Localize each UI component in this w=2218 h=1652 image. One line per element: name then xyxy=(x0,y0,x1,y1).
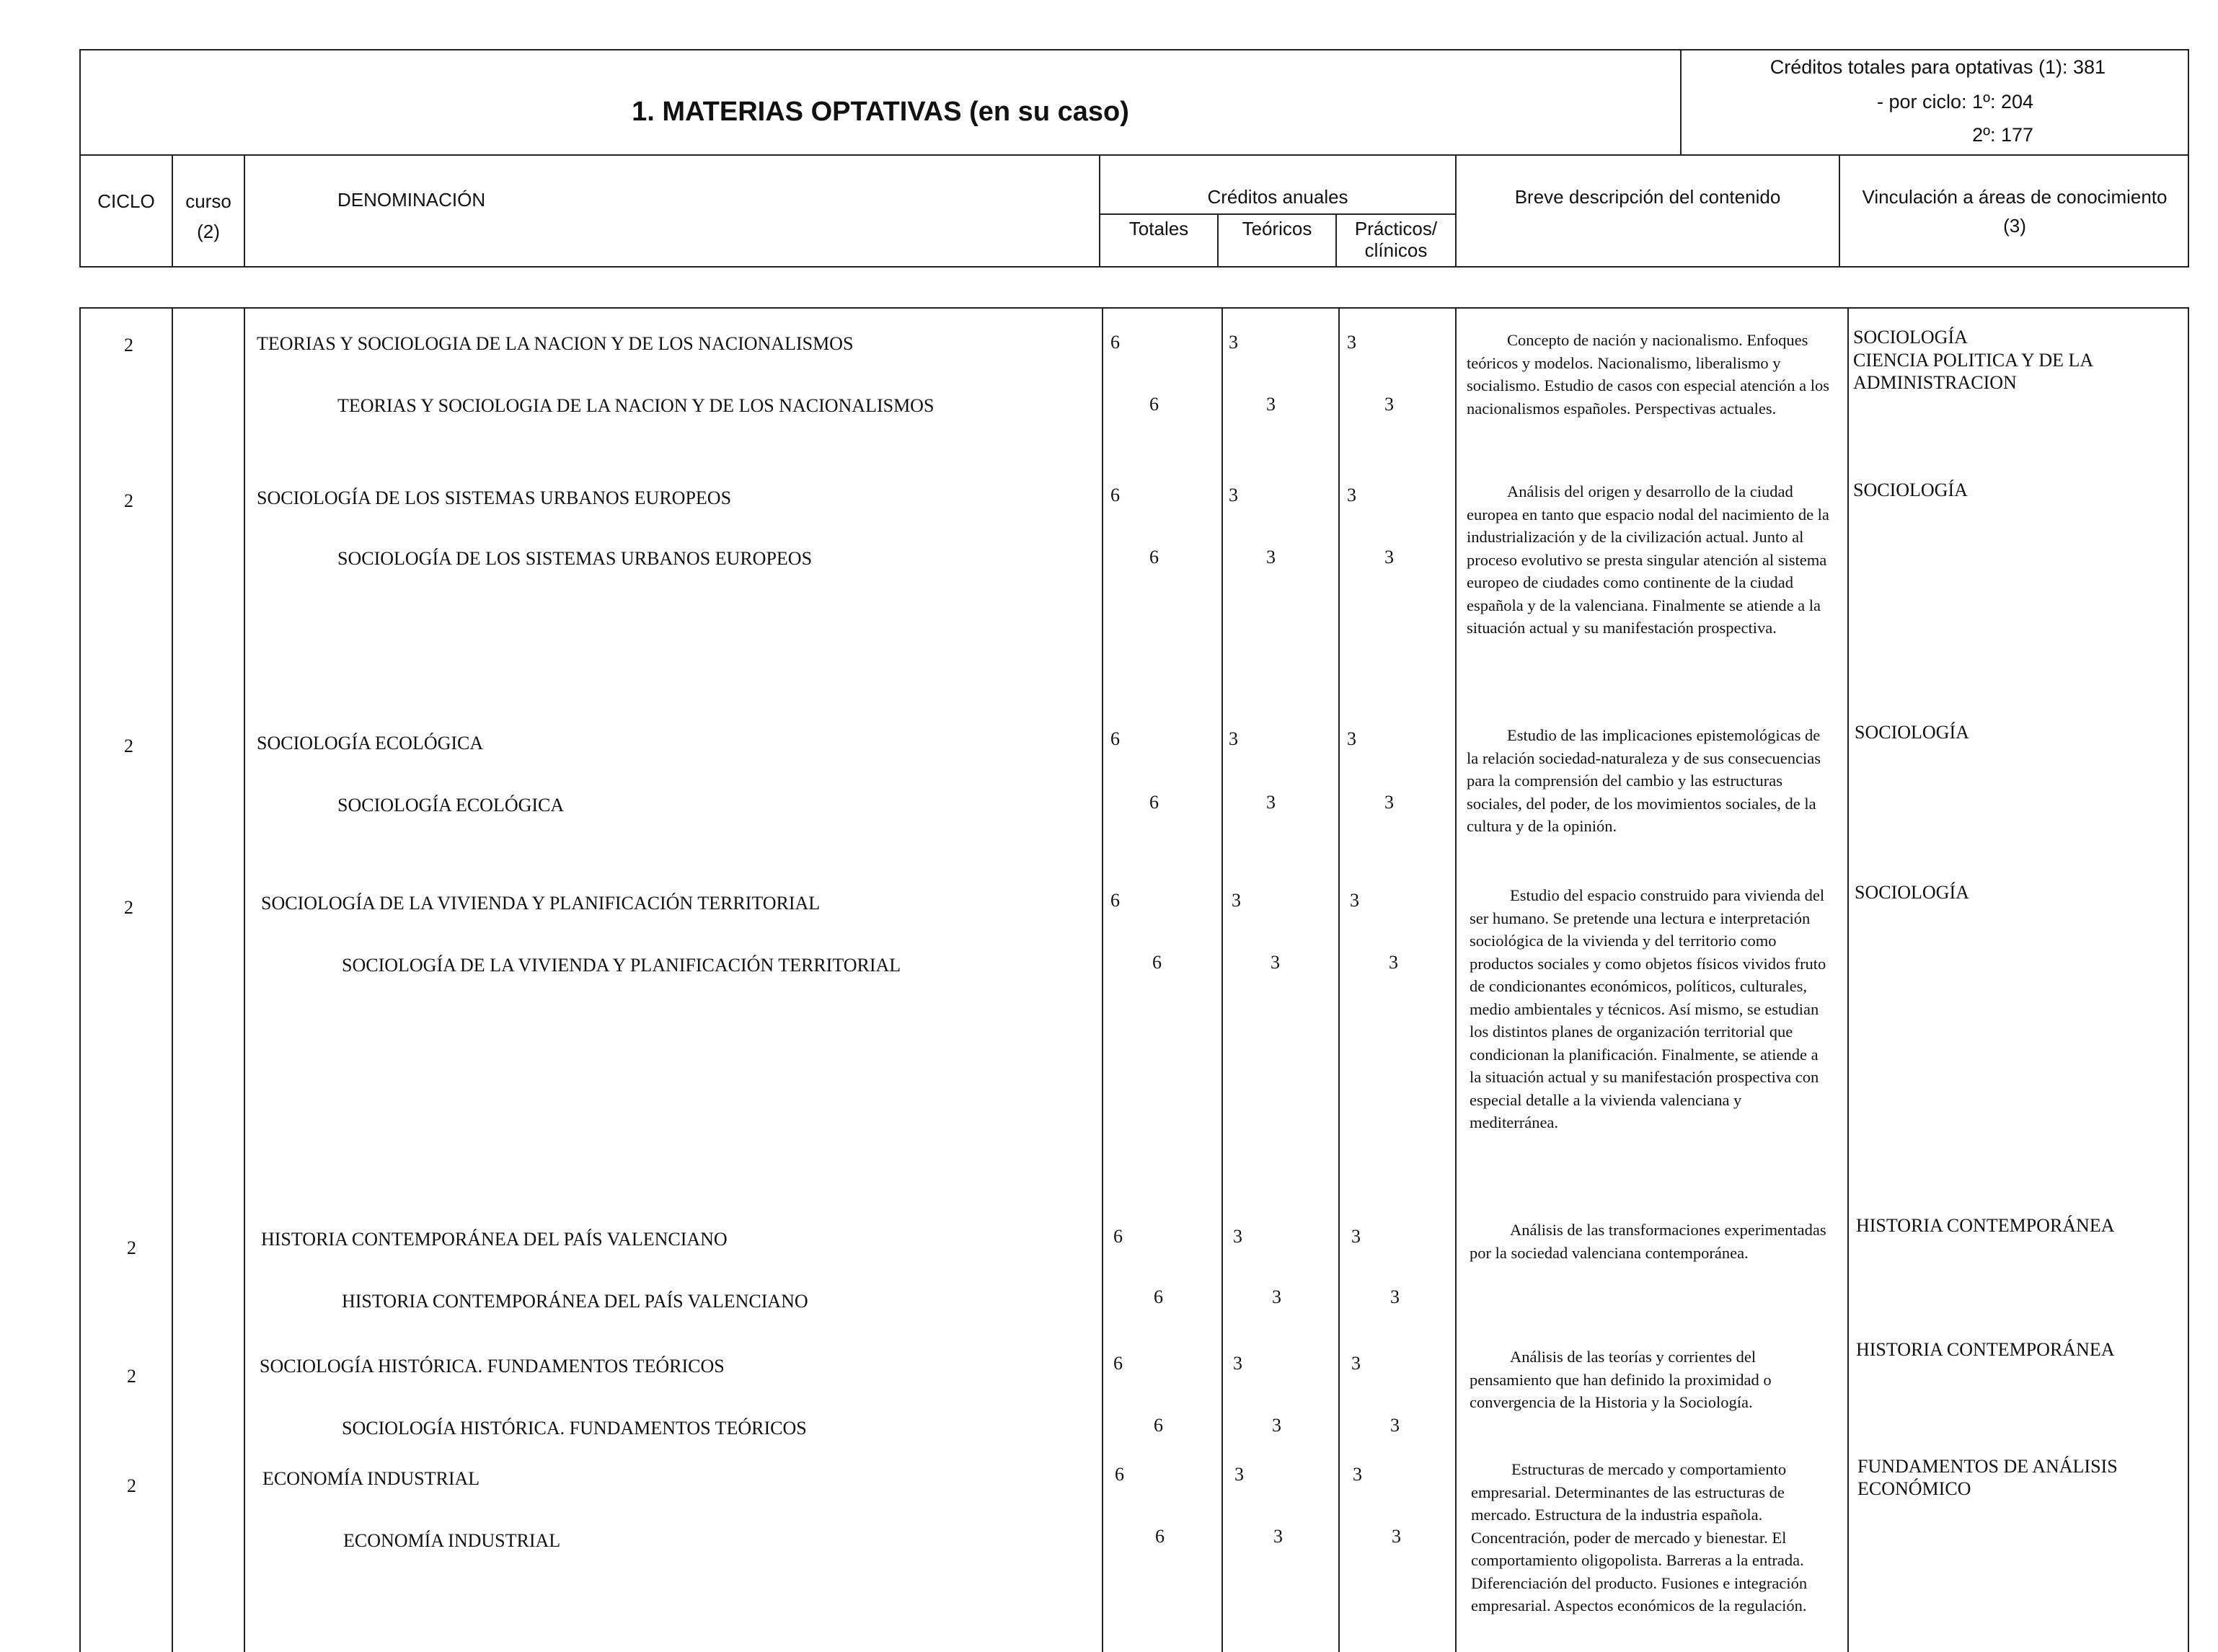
row-sub-teoricos: 3 xyxy=(1266,547,1276,567)
row-teoricos: 3 xyxy=(1229,332,1238,353)
body-col-line xyxy=(1338,307,1340,1652)
col-header-totales: Totales xyxy=(1128,218,1189,239)
row-sub-totales: 6 xyxy=(1154,1286,1163,1307)
col-header-denominacion: DENOMINACIÓN xyxy=(337,189,486,211)
row-description: Análisis del origen y desarrollo de la ciudad europea en tanto que espacio nodal del nacimiento de la industrialización y de la civilización actual. Junto al proceso evolutivo se presta singular atención al sistema europeo de ciudades como continente de la ciudad española y de la valenciana. Finalmente se atiende a la situación actual y su manifestación prospectiva. xyxy=(1467,482,1829,637)
row-sub-teoricos: 3 xyxy=(1272,1286,1281,1307)
credits-box-divider xyxy=(1680,49,1682,154)
row-area: SOCIOLOGÍA xyxy=(1853,327,1968,348)
row-area: FUNDAMENTOS DE ANÁLISIS ECONÓMICO xyxy=(1857,1456,2118,1499)
row-sub-practicos: 3 xyxy=(1390,1286,1400,1307)
row-name: ECONOMÍA INDUSTRIAL xyxy=(262,1468,480,1489)
col-line xyxy=(244,154,245,268)
row-sub-totales: 6 xyxy=(1149,547,1159,567)
col-header-creditos-anuales: Créditos anuales xyxy=(1207,186,1348,208)
row-sub-name: SOCIOLOGÍA DE LOS SISTEMAS URBANOS EUROPEOS xyxy=(337,548,813,569)
row-description: Estudio del espacio construido para vivienda del ser humano. Se pretende una lectura e interpretación sociológica de la vivienda y del territorio como productos sociales y como objetos físicos vividos fruto de condicionantes económicos, políticos, culturales, medio ambientales y técnicos. Así mismo, se estudian los distintos planes de organización territorial que condicionan la planificación. Finalmente, se atiende a la situación actual y su manifestación prospectiva con especial detalle a la vivienda valenciana y mediterránea. xyxy=(1470,886,1826,1131)
row-sub-teoricos: 3 xyxy=(1273,1526,1283,1547)
credits-sub-divider xyxy=(1099,213,1455,215)
row-area: SOCIOLOGÍA xyxy=(1853,480,1968,500)
row-practicos: 3 xyxy=(1347,485,1356,505)
row-description: Análisis de las transformaciones experimentadas por la sociedad valenciana contemporánea. xyxy=(1470,1221,1826,1262)
col-line xyxy=(1099,154,1100,268)
row-teoricos: 3 xyxy=(1229,728,1238,749)
row-totales: 6 xyxy=(1110,890,1120,911)
col-header-curso-note: (2) xyxy=(197,221,220,242)
row-sub-totales: 6 xyxy=(1154,1415,1163,1436)
col-header-practicos-2: clínicos xyxy=(1364,239,1428,261)
row-sub-name: SOCIOLOGÍA DE LA VIVIENDA Y PLANIFICACIÓN TERRITORIAL xyxy=(342,955,901,976)
row-ciclo: 2 xyxy=(124,335,133,355)
row-totales: 6 xyxy=(1110,728,1120,749)
row-name: SOCIOLOGÍA DE LA VIVIENDA Y PLANIFICACIÓN TERRITORIAL xyxy=(261,893,821,914)
row-name: TEORIAS Y SOCIOLOGIA DE LA NACION Y DE LOS NACIONALISMOS xyxy=(257,333,854,354)
row-totales: 6 xyxy=(1110,332,1120,353)
header-divider xyxy=(79,154,2189,156)
col-header-vinculacion-note: (3) xyxy=(2003,215,2026,237)
row-totales: 6 xyxy=(1110,485,1120,505)
credits-cycle-1: - por ciclo: 1º: 204 xyxy=(1877,91,2033,112)
row-ciclo: 2 xyxy=(124,490,133,511)
credits-total: Créditos totales para optativas (1): 381 xyxy=(1769,56,2106,78)
row-ciclo: 2 xyxy=(127,1366,136,1387)
row-sub-totales: 6 xyxy=(1149,394,1159,415)
row-sub-name: SOCIOLOGÍA ECOLÓGICA xyxy=(337,795,565,816)
row-area: HISTORIA CONTEMPORÁNEA xyxy=(1856,1215,2115,1236)
row-sub-totales: 6 xyxy=(1155,1526,1165,1547)
row-sub-practicos: 3 xyxy=(1392,1526,1401,1547)
body-col-line xyxy=(1455,307,1457,1652)
row-name: HISTORIA CONTEMPORÁNEA DEL PAÍS VALENCIANO xyxy=(261,1229,728,1250)
row-totales: 6 xyxy=(1113,1226,1123,1247)
row-ciclo: 2 xyxy=(127,1475,136,1496)
row-teoricos: 3 xyxy=(1234,1464,1244,1485)
row-sub-teoricos: 3 xyxy=(1272,1415,1281,1436)
body-col-line xyxy=(1102,307,1103,1652)
row-sub-practicos: 3 xyxy=(1384,547,1394,567)
row-area: SOCIOLOGÍA xyxy=(1855,722,1969,743)
row-sub-name: ECONOMÍA INDUSTRIAL xyxy=(343,1530,561,1551)
row-practicos: 3 xyxy=(1347,332,1356,353)
col-header-teoricos: Teóricos xyxy=(1242,218,1312,239)
col-header-curso: curso xyxy=(185,190,231,212)
body-col-line xyxy=(1847,307,1849,1652)
row-description: Estructuras de mercado y comportamiento empresarial. Determinantes de las estructuras de mercado. Estructura de la industria española. Concentración, poder de mercado y bienestar. El comportamiento oligopolista. Barreras a la entrada. Diferenciación del producto. Fusiones e integración empresarial. Aspectos económicos de la regulación. xyxy=(1471,1460,1808,1615)
row-teoricos: 3 xyxy=(1233,1226,1242,1247)
row-practicos: 3 xyxy=(1351,1353,1361,1374)
row-practicos: 3 xyxy=(1353,1464,1362,1485)
row-description: Concepto de nación y nacionalismo. Enfoques teóricos y modelos. Nacionalismo, liberalismo y socialismo. Estudio de casos con especial atención a los nacionalismos españoles. Perspectivas actuales. xyxy=(1467,331,1829,418)
row-practicos: 3 xyxy=(1350,890,1359,911)
row-sub-totales: 6 xyxy=(1152,952,1162,973)
row-sub-teoricos: 3 xyxy=(1266,394,1276,415)
col-line xyxy=(1839,154,1840,268)
row-ciclo: 2 xyxy=(124,897,133,918)
row-area: SOCIOLOGÍA xyxy=(1855,882,1969,903)
row-ciclo: 2 xyxy=(124,736,133,756)
row-practicos: 3 xyxy=(1351,1226,1361,1247)
row-sub-practicos: 3 xyxy=(1384,394,1394,415)
row-sub-practicos: 3 xyxy=(1384,792,1394,813)
row-totales: 6 xyxy=(1113,1353,1123,1374)
body-col-line xyxy=(1221,307,1223,1652)
row-name: SOCIOLOGÍA DE LOS SISTEMAS URBANOS EUROPEOS xyxy=(257,487,732,508)
col-header-practicos-1: Prácticos/ xyxy=(1354,218,1438,239)
row-sub-name: HISTORIA CONTEMPORÁNEA DEL PAÍS VALENCIANO xyxy=(342,1291,808,1312)
row-teoricos: 3 xyxy=(1233,1353,1242,1374)
body-col-line xyxy=(172,307,173,1652)
row-sub-practicos: 3 xyxy=(1389,952,1398,973)
row-ciclo: 2 xyxy=(127,1237,136,1258)
col-header-descripcion: Breve descripción del contenido xyxy=(1514,186,1781,208)
col-header-vinculacion: Vinculación a áreas de conocimiento xyxy=(1862,186,2168,208)
row-description: Análisis de las teorías y corrientes del pensamiento que han definido la proximidad o convergencia de la Historia y la Sociología. xyxy=(1470,1348,1772,1411)
row-description: Estudio de las implicaciones epistemológicas de la relación sociedad-naturaleza y de sus consecuencias para la comprensión del cambio y las estructuras sociales, del poder, de los movimientos sociales, de la cultura y de la opinión. xyxy=(1467,726,1821,835)
row-sub-name: SOCIOLOGÍA HISTÓRICA. FUNDAMENTOS TEÓRICOS xyxy=(342,1418,807,1439)
row-name: SOCIOLOGÍA ECOLÓGICA xyxy=(257,733,484,754)
row-sub-name: TEORIAS Y SOCIOLOGIA DE LA NACION Y DE LOS NACIONALISMOS xyxy=(337,395,935,416)
body-col-line xyxy=(244,307,245,1652)
row-practicos: 3 xyxy=(1347,728,1356,749)
row-sub-teoricos: 3 xyxy=(1266,792,1276,813)
row-teoricos: 3 xyxy=(1232,890,1241,911)
row-name: SOCIOLOGÍA HISTÓRICA. FUNDAMENTOS TEÓRICOS xyxy=(260,1356,725,1377)
row-teoricos: 3 xyxy=(1229,485,1238,505)
page-title: 1. MATERIAS OPTATIVAS (en su caso) xyxy=(632,97,1129,127)
row-area: HISTORIA CONTEMPORÁNEA xyxy=(1856,1339,2115,1360)
row-sub-practicos: 3 xyxy=(1390,1415,1400,1436)
row-totales: 6 xyxy=(1115,1464,1124,1485)
row-sub-teoricos: 3 xyxy=(1271,952,1280,973)
col-header-ciclo: CICLO xyxy=(97,190,155,212)
row-sub-totales: 6 xyxy=(1149,792,1159,813)
credits-cycle-2: 2º: 177 xyxy=(1972,124,2033,146)
col-line xyxy=(1455,154,1457,268)
row-area: CIENCIA POLITICA Y DE LA ADMINISTRACION xyxy=(1853,350,2093,393)
